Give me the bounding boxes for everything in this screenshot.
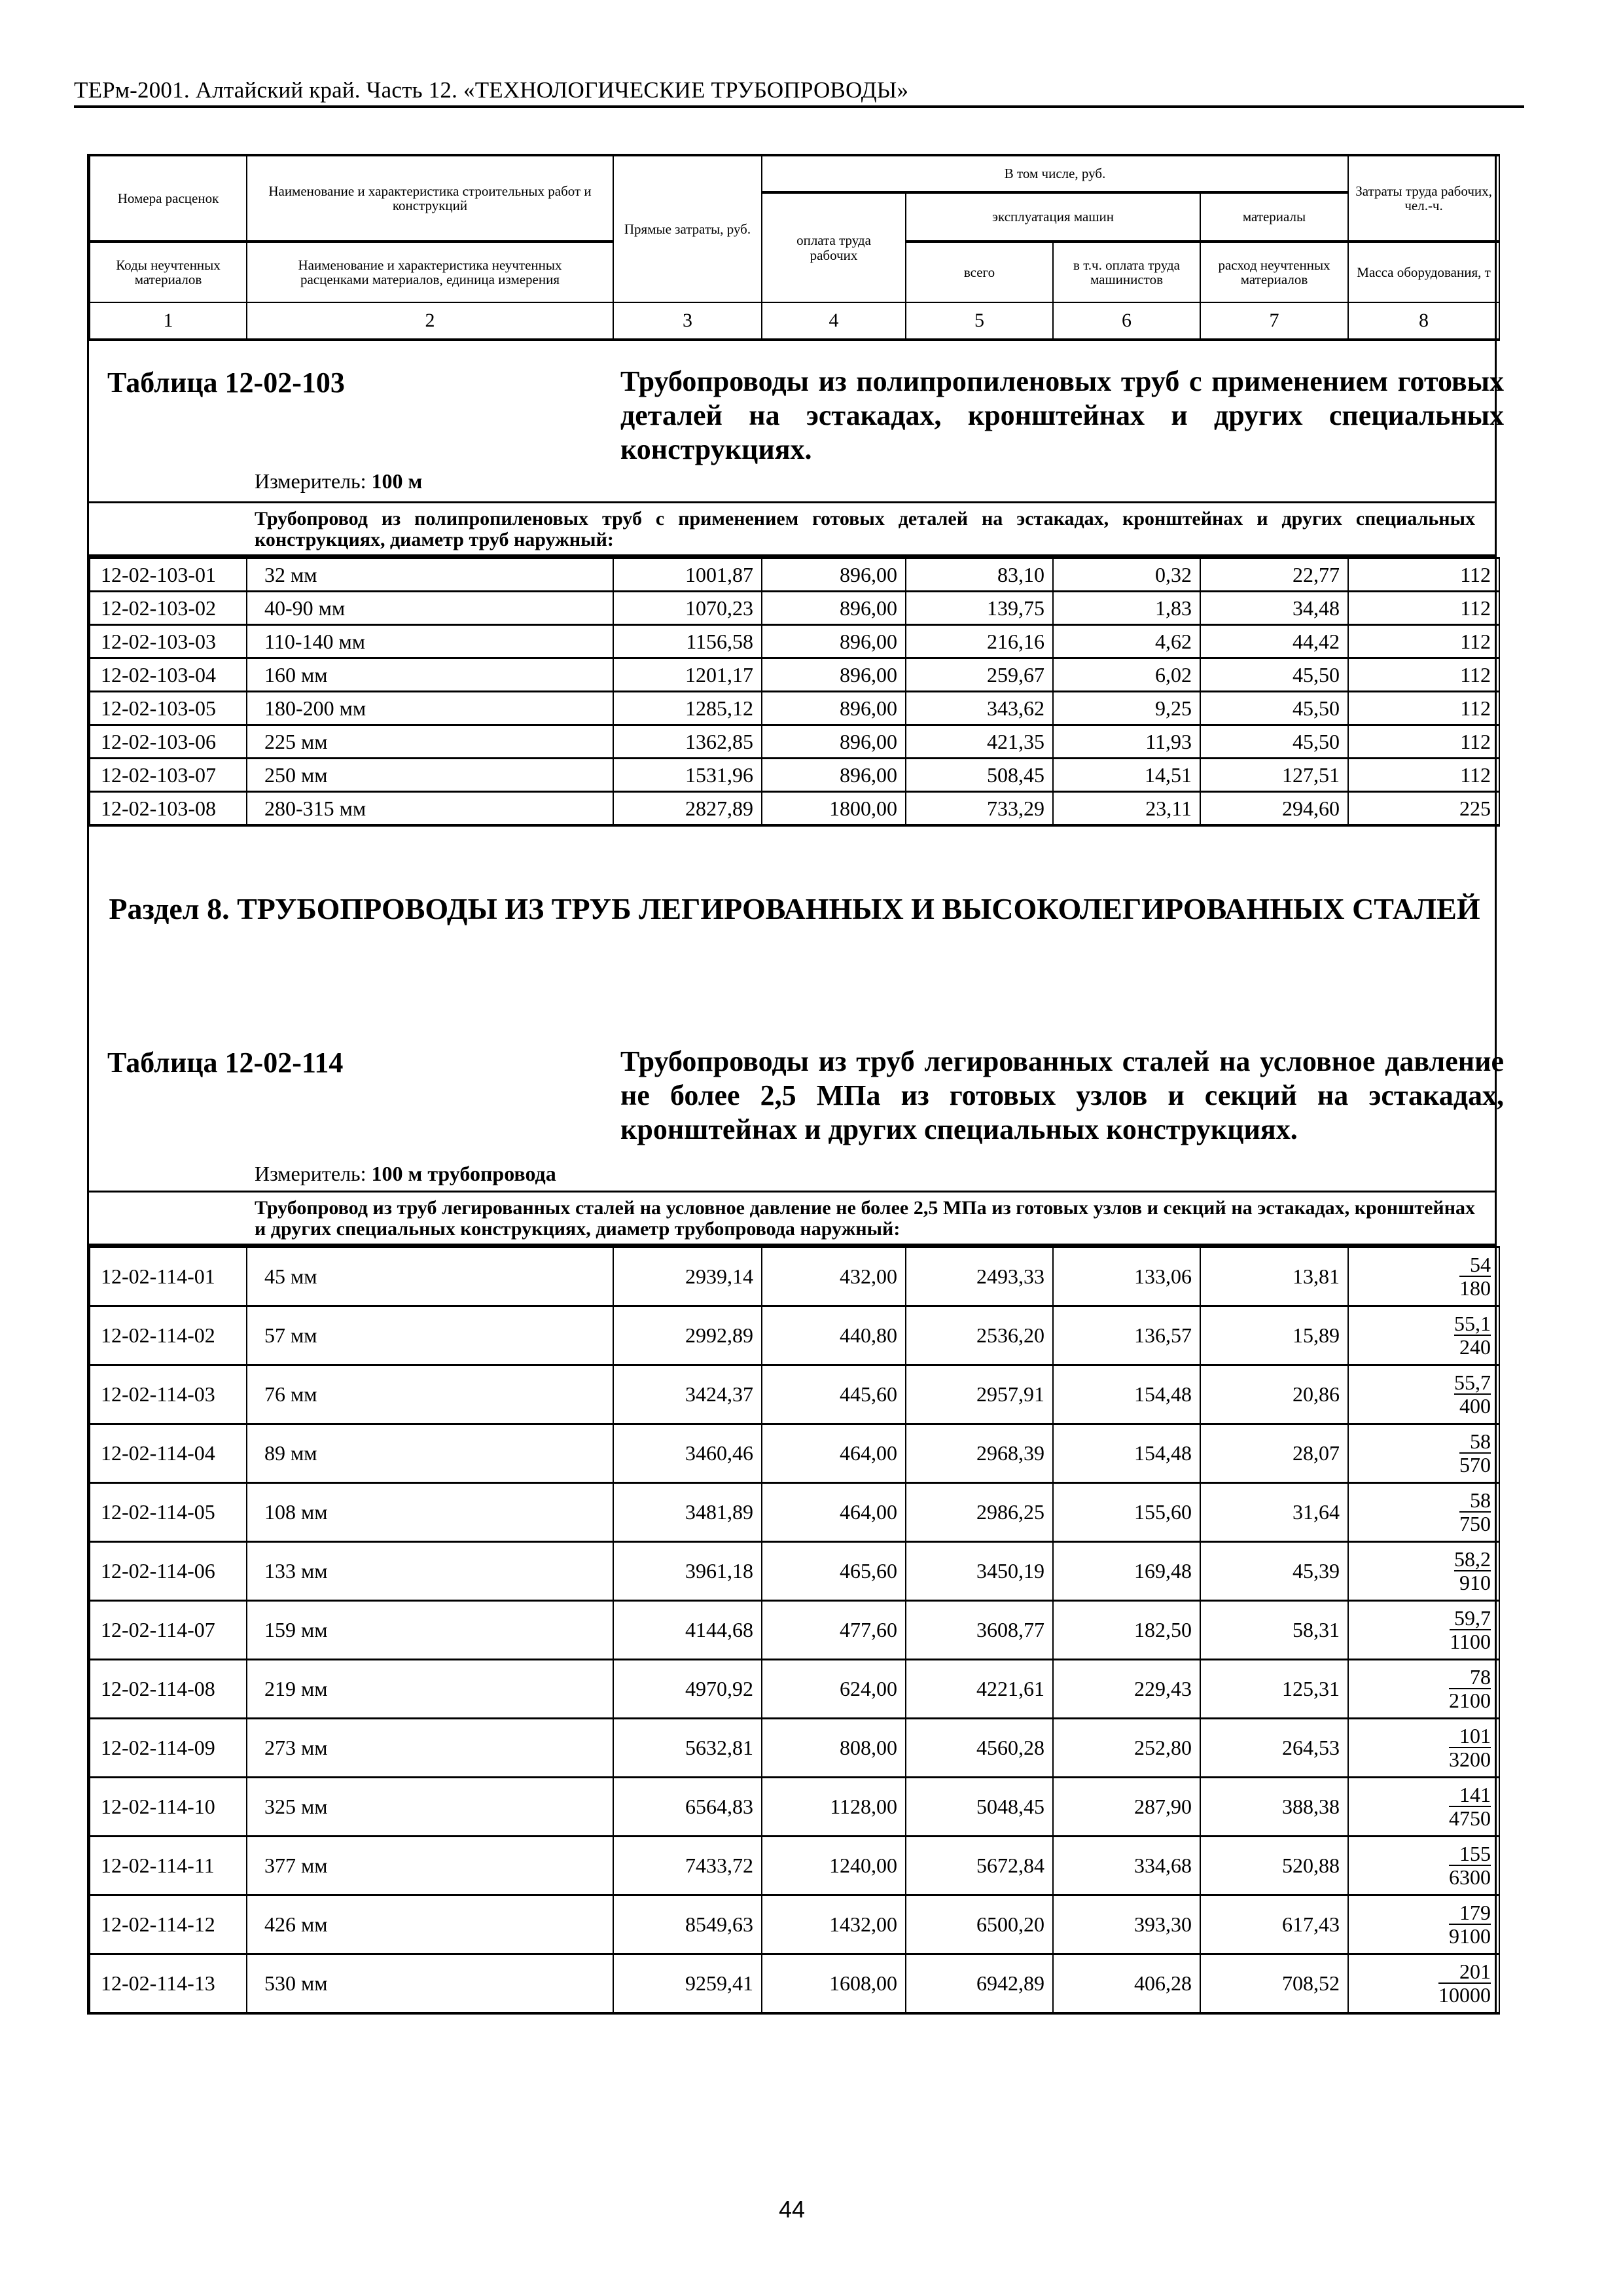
operator-pay: 133,06 [1053, 1247, 1200, 1306]
rate-code: 12-02-103-02 [90, 592, 247, 625]
header-unaccounted-codes: Коды неучтенных материалов [90, 242, 247, 302]
labor-mass-fraction [1459, 1489, 1491, 1535]
labor-mass-fraction [1454, 1312, 1491, 1358]
worker-pay: 1800,00 [762, 792, 906, 826]
column-number: 2 [247, 302, 613, 340]
operator-pay: 406,28 [1053, 1954, 1200, 2014]
column-header-table [89, 154, 1500, 341]
direct-costs: 1531,96 [613, 759, 762, 792]
materials: 31,64 [1200, 1483, 1348, 1542]
rate-name: 108 мм [247, 1483, 613, 1542]
worker-pay: 1128,00 [762, 1778, 906, 1837]
header-labor-costs: Затраты труда рабочих, чел.-ч. [1348, 155, 1499, 242]
labor-mass-fraction [1459, 1430, 1491, 1476]
direct-costs: 7433,72 [613, 1837, 762, 1895]
labor-mass-fraction [1454, 1371, 1491, 1417]
rate-name: 110-140 мм [247, 625, 613, 658]
worker-pay: 896,00 [762, 558, 906, 592]
equipment-mass: 570 [1459, 1452, 1491, 1477]
worker-pay: 445,60 [762, 1365, 906, 1424]
worker-pay: 896,00 [762, 725, 906, 759]
operator-pay: 1,83 [1053, 592, 1200, 625]
rate-code: 12-02-114-05 [90, 1483, 247, 1542]
table-row [90, 592, 1499, 625]
table-row [90, 1954, 1499, 2014]
labor-and-mass [1348, 1542, 1499, 1601]
table-row [90, 1719, 1499, 1778]
worker-pay: 477,60 [762, 1601, 906, 1660]
equipment-mass: 910 [1459, 1570, 1491, 1594]
worker-pay: 465,60 [762, 1542, 906, 1601]
machine-total: 3450,19 [906, 1542, 1053, 1601]
table-row [90, 1895, 1499, 1954]
direct-costs: 4970,92 [613, 1660, 762, 1719]
table-row [90, 725, 1499, 759]
materials: 22,77 [1200, 558, 1348, 592]
header-unaccounted-consumption: расход неучтенных материалов [1200, 242, 1348, 302]
header-materials: материалы [1200, 192, 1348, 242]
labor-costs: 55,1 [1454, 1311, 1491, 1335]
worker-pay: 896,00 [762, 592, 906, 625]
materials: 708,52 [1200, 1954, 1348, 2014]
table-103-measurer [255, 469, 422, 493]
rate-code: 12-02-114-11 [90, 1837, 247, 1895]
materials: 264,53 [1200, 1719, 1348, 1778]
labor-costs: 112 [1348, 692, 1499, 725]
column-number: 5 [906, 302, 1053, 340]
materials: 45,50 [1200, 692, 1348, 725]
measurer-value: 100 м [371, 469, 423, 493]
table-row [90, 1247, 1499, 1306]
labor-costs: 55,7 [1454, 1370, 1491, 1394]
equipment-mass: 1100 [1450, 1629, 1491, 1653]
machine-total: 4560,28 [906, 1719, 1053, 1778]
machine-total: 2968,39 [906, 1424, 1053, 1483]
table-103-title: Трубопроводы из полипропиленовых труб с применением готовых деталей на эстакадах, кронштейнах и других специальных конструкциях. [620, 365, 1504, 465]
column-number: 8 [1348, 302, 1499, 340]
operator-pay: 4,62 [1053, 625, 1200, 658]
materials: 58,31 [1200, 1601, 1348, 1660]
rate-name: 180-200 мм [247, 692, 613, 725]
machine-total: 6500,20 [906, 1895, 1053, 1954]
rate-name: 76 мм [247, 1365, 613, 1424]
operator-pay: 393,30 [1053, 1895, 1200, 1954]
machine-total: 508,45 [906, 759, 1053, 792]
direct-costs: 8549,63 [613, 1895, 762, 1954]
operator-pay: 229,43 [1053, 1660, 1200, 1719]
column-number: 6 [1053, 302, 1200, 340]
rate-name: 32 мм [247, 558, 613, 592]
rate-name: 377 мм [247, 1837, 613, 1895]
operator-pay: 252,80 [1053, 1719, 1200, 1778]
materials: 13,81 [1200, 1247, 1348, 1306]
header-machine-total: всего [906, 242, 1053, 302]
materials: 617,43 [1200, 1895, 1348, 1954]
section-title: Раздел 8. ТРУБОПРОВОДЫ ИЗ ТРУБ ЛЕГИРОВАННЫХ И ВЫСОКОЛЕГИРОВАННЫХ СТАЛЕЙ [109, 892, 1480, 925]
worker-pay: 464,00 [762, 1483, 906, 1542]
rate-code: 12-02-103-03 [90, 625, 247, 658]
rate-code: 12-02-114-13 [90, 1954, 247, 2014]
labor-costs: 112 [1348, 658, 1499, 692]
materials: 20,86 [1200, 1365, 1348, 1424]
rate-name: 219 мм [247, 1660, 613, 1719]
rate-code: 12-02-103-04 [90, 658, 247, 692]
worker-pay: 432,00 [762, 1247, 906, 1306]
column-number: 7 [1200, 302, 1348, 340]
direct-costs: 1070,23 [613, 592, 762, 625]
labor-costs: 78 [1449, 1666, 1491, 1689]
table-row [90, 1660, 1499, 1719]
labor-costs: 112 [1348, 558, 1499, 592]
materials: 127,51 [1200, 759, 1348, 792]
machine-total: 733,29 [906, 792, 1053, 826]
rate-code: 12-02-114-09 [90, 1719, 247, 1778]
direct-costs: 1285,12 [613, 692, 762, 725]
operator-pay: 14,51 [1053, 759, 1200, 792]
column-number: 1 [90, 302, 247, 340]
materials: 15,89 [1200, 1306, 1348, 1365]
worker-pay: 1240,00 [762, 1837, 906, 1895]
labor-costs: 112 [1348, 725, 1499, 759]
direct-costs: 6564,83 [613, 1778, 762, 1837]
column-number: 3 [613, 302, 762, 340]
operator-pay: 6,02 [1053, 658, 1200, 692]
table-row [90, 1306, 1499, 1365]
operator-pay: 169,48 [1053, 1542, 1200, 1601]
rate-name: 159 мм [247, 1601, 613, 1660]
table-row [90, 1483, 1499, 1542]
labor-costs: 112 [1348, 592, 1499, 625]
rate-name: 45 мм [247, 1247, 613, 1306]
operator-pay: 9,25 [1053, 692, 1200, 725]
operator-pay: 11,93 [1053, 725, 1200, 759]
machine-total: 216,16 [906, 625, 1053, 658]
header-including: В том числе, руб. [762, 155, 1348, 192]
labor-costs: 155 [1449, 1842, 1491, 1866]
machine-total: 5672,84 [906, 1837, 1053, 1895]
direct-costs: 4144,68 [613, 1601, 762, 1660]
labor-and-mass [1348, 1306, 1499, 1365]
materials: 28,07 [1200, 1424, 1348, 1483]
rate-name: 426 мм [247, 1895, 613, 1954]
header-operator-pay: в т.ч. оплата труда машинистов [1053, 242, 1200, 302]
labor-and-mass [1348, 1895, 1499, 1954]
rate-code: 12-02-114-10 [90, 1778, 247, 1837]
rate-code: 12-02-103-01 [90, 558, 247, 592]
table-row [90, 1601, 1499, 1660]
machine-total: 421,35 [906, 725, 1053, 759]
labor-mass-fraction [1449, 1901, 1491, 1947]
rate-name: 530 мм [247, 1954, 613, 2014]
materials: 45,50 [1200, 658, 1348, 692]
worker-pay: 1432,00 [762, 1895, 906, 1954]
rate-code: 12-02-114-08 [90, 1660, 247, 1719]
rate-code: 12-02-114-02 [90, 1306, 247, 1365]
measurer-label: Измеритель: [255, 469, 366, 493]
measurer-value: 100 м трубопровода [371, 1162, 556, 1185]
table-103-group-heading: Трубопровод из полипропиленовых труб с применением готовых деталей на эстакадах, кронштейнах и других специальных конструкциях, диаметр труб наружный: [89, 503, 1495, 557]
labor-and-mass [1348, 1660, 1499, 1719]
materials: 294,60 [1200, 792, 1348, 826]
machine-total: 343,62 [906, 692, 1053, 725]
rates-sheet [87, 154, 1504, 2015]
labor-costs: 112 [1348, 625, 1499, 658]
labor-and-mass [1348, 1483, 1499, 1542]
materials: 125,31 [1200, 1660, 1348, 1719]
labor-and-mass [1348, 1837, 1499, 1895]
labor-mass-fraction [1454, 1548, 1491, 1594]
running-head: ТЕРм-2001. Алтайский край. Часть 12. «ТЕХНОЛОГИЧЕСКИЕ ТРУБОПРОВОДЫ» [74, 77, 909, 103]
section-8-block [89, 827, 1504, 1191]
rate-code: 12-02-114-06 [90, 1542, 247, 1601]
direct-costs: 2992,89 [613, 1306, 762, 1365]
table-114-rows [89, 1246, 1500, 2015]
machine-total: 6942,89 [906, 1954, 1053, 2014]
table-row [90, 558, 1499, 592]
machine-total: 83,10 [906, 558, 1053, 592]
labor-costs: 101 [1449, 1725, 1491, 1748]
rate-code: 12-02-103-08 [90, 792, 247, 826]
machine-total: 2986,25 [906, 1483, 1053, 1542]
labor-costs: 112 [1348, 759, 1499, 792]
labor-and-mass [1348, 1247, 1499, 1306]
direct-costs: 1156,58 [613, 625, 762, 658]
labor-mass-fraction [1450, 1607, 1491, 1653]
direct-costs: 2939,14 [613, 1247, 762, 1306]
header-equipment-mass: Масса оборудования, т [1348, 242, 1499, 302]
labor-mass-fraction [1449, 1784, 1491, 1829]
worker-pay: 808,00 [762, 1719, 906, 1778]
table-row [90, 1424, 1499, 1483]
labor-and-mass [1348, 1601, 1499, 1660]
column-number: 4 [762, 302, 906, 340]
worker-pay: 896,00 [762, 759, 906, 792]
table-row [90, 792, 1499, 826]
direct-costs: 2827,89 [613, 792, 762, 826]
worker-pay: 464,00 [762, 1424, 906, 1483]
operator-pay: 23,11 [1053, 792, 1200, 826]
table-114-group-heading: Трубопровод из труб легированных сталей на условное давление не более 2,5 МПа из готовых узлов и секций на эстакадах, кронштейнах и других специальных конструкциях, диаметр трубопровода наружный: [89, 1191, 1495, 1246]
labor-mass-fraction [1449, 1842, 1491, 1888]
direct-costs: 3424,37 [613, 1365, 762, 1424]
worker-pay: 440,80 [762, 1306, 906, 1365]
rate-name: 160 мм [247, 658, 613, 692]
equipment-mass: 4750 [1449, 1806, 1491, 1830]
equipment-mass: 750 [1459, 1511, 1491, 1535]
operator-pay: 155,60 [1053, 1483, 1200, 1542]
table-row [90, 658, 1499, 692]
rate-name: 280-315 мм [247, 792, 613, 826]
rate-name: 325 мм [247, 1778, 613, 1837]
table-103-number: Таблица 12-02-103 [107, 367, 345, 399]
machine-total: 2493,33 [906, 1247, 1053, 1306]
operator-pay: 182,50 [1053, 1601, 1200, 1660]
rate-name: 57 мм [247, 1306, 613, 1365]
worker-pay: 624,00 [762, 1660, 906, 1719]
rate-name: 225 мм [247, 725, 613, 759]
header-direct-costs: Прямые затраты, руб. [613, 155, 762, 302]
operator-pay: 154,48 [1053, 1365, 1200, 1424]
rate-code: 12-02-103-05 [90, 692, 247, 725]
direct-costs: 3961,18 [613, 1542, 762, 1601]
equipment-mass: 9100 [1449, 1924, 1491, 1948]
direct-costs: 1001,87 [613, 558, 762, 592]
materials: 520,88 [1200, 1837, 1348, 1895]
labor-mass-fraction [1438, 1960, 1491, 2006]
materials: 34,48 [1200, 592, 1348, 625]
table-114-number: Таблица 12-02-114 [107, 1047, 344, 1079]
rate-name: 250 мм [247, 759, 613, 792]
labor-costs: 59,7 [1450, 1607, 1491, 1630]
machine-total: 2957,91 [906, 1365, 1053, 1424]
table-row [90, 625, 1499, 658]
table-row [90, 692, 1499, 725]
direct-costs: 3460,46 [613, 1424, 762, 1483]
machine-total: 4221,61 [906, 1660, 1053, 1719]
page-number: 44 [779, 2196, 806, 2223]
measurer-label: Измеритель: [255, 1162, 366, 1185]
rate-code: 12-02-114-01 [90, 1247, 247, 1306]
rate-name: 133 мм [247, 1542, 613, 1601]
machine-total: 139,75 [906, 592, 1053, 625]
equipment-mass: 3200 [1449, 1747, 1491, 1771]
labor-and-mass [1348, 1365, 1499, 1424]
operator-pay: 287,90 [1053, 1778, 1200, 1837]
rate-code: 12-02-103-06 [90, 725, 247, 759]
table-114-title: Трубопроводы из труб легированных сталей на условное давление не более 2,5 МПа из готовых узлов и секций на эстакадах, кронштейнах и других специальных конструкциях. [620, 1045, 1504, 1145]
rate-code: 12-02-114-12 [90, 1895, 247, 1954]
operator-pay: 334,68 [1053, 1837, 1200, 1895]
labor-costs: 179 [1449, 1901, 1491, 1925]
operator-pay: 136,57 [1053, 1306, 1200, 1365]
labor-costs: 58 [1459, 1489, 1491, 1513]
machine-total: 3608,77 [906, 1601, 1053, 1660]
rate-name: 40-90 мм [247, 592, 613, 625]
labor-costs: 54 [1459, 1253, 1491, 1277]
worker-pay: 896,00 [762, 692, 906, 725]
materials: 388,38 [1200, 1778, 1348, 1837]
labor-mass-fraction [1449, 1725, 1491, 1770]
labor-costs: 225 [1348, 792, 1499, 826]
rate-code: 12-02-114-03 [90, 1365, 247, 1424]
table-row [90, 1778, 1499, 1837]
operator-pay: 154,48 [1053, 1424, 1200, 1483]
table-row [90, 1542, 1499, 1601]
machine-total: 2536,20 [906, 1306, 1053, 1365]
header-machine-operation: эксплуатация машин [906, 192, 1200, 242]
header-rule [74, 105, 1524, 108]
direct-costs: 3481,89 [613, 1483, 762, 1542]
labor-and-mass [1348, 1719, 1499, 1778]
header-rate-numbers: Номера расценок [90, 155, 247, 242]
labor-costs: 201 [1438, 1960, 1491, 1984]
table-114-measurer [255, 1162, 556, 1186]
materials: 45,50 [1200, 725, 1348, 759]
table-row [90, 759, 1499, 792]
equipment-mass: 240 [1459, 1335, 1491, 1359]
worker-pay: 1608,00 [762, 1954, 906, 2014]
direct-costs: 9259,41 [613, 1954, 762, 2014]
worker-pay: 896,00 [762, 658, 906, 692]
equipment-mass: 180 [1459, 1276, 1491, 1300]
table-103-title-block [89, 341, 1504, 503]
labor-mass-fraction [1449, 1666, 1491, 1712]
table-row [90, 1365, 1499, 1424]
header-worker-pay: оплата труда рабочих [762, 192, 906, 302]
header-work-name: Наименование и характеристика строительных работ и конструкций [247, 155, 613, 242]
header-unaccounted-name: Наименование и характеристика неучтенных расценками материалов, единица измерения [247, 242, 613, 302]
equipment-mass: 6300 [1449, 1865, 1491, 1889]
equipment-mass: 2100 [1449, 1688, 1491, 1712]
machine-total: 5048,45 [906, 1778, 1053, 1837]
rate-code: 12-02-114-04 [90, 1424, 247, 1483]
labor-costs: 141 [1449, 1784, 1491, 1807]
equipment-mass: 10000 [1438, 1982, 1491, 2007]
operator-pay: 0,32 [1053, 558, 1200, 592]
rate-code: 12-02-114-07 [90, 1601, 247, 1660]
direct-costs: 5632,81 [613, 1719, 762, 1778]
labor-costs: 58,2 [1454, 1547, 1491, 1571]
rate-name: 273 мм [247, 1719, 613, 1778]
materials: 44,42 [1200, 625, 1348, 658]
worker-pay: 896,00 [762, 625, 906, 658]
direct-costs: 1201,17 [613, 658, 762, 692]
materials: 45,39 [1200, 1542, 1348, 1601]
labor-mass-fraction [1459, 1253, 1491, 1299]
labor-and-mass [1348, 1424, 1499, 1483]
direct-costs: 1362,85 [613, 725, 762, 759]
labor-and-mass [1348, 1778, 1499, 1837]
machine-total: 259,67 [906, 658, 1053, 692]
equipment-mass: 400 [1459, 1393, 1491, 1418]
rate-name: 89 мм [247, 1424, 613, 1483]
labor-costs: 58 [1459, 1430, 1491, 1454]
table-row [90, 1837, 1499, 1895]
labor-and-mass [1348, 1954, 1499, 2014]
table-103-rows [89, 557, 1500, 827]
rate-code: 12-02-103-07 [90, 759, 247, 792]
